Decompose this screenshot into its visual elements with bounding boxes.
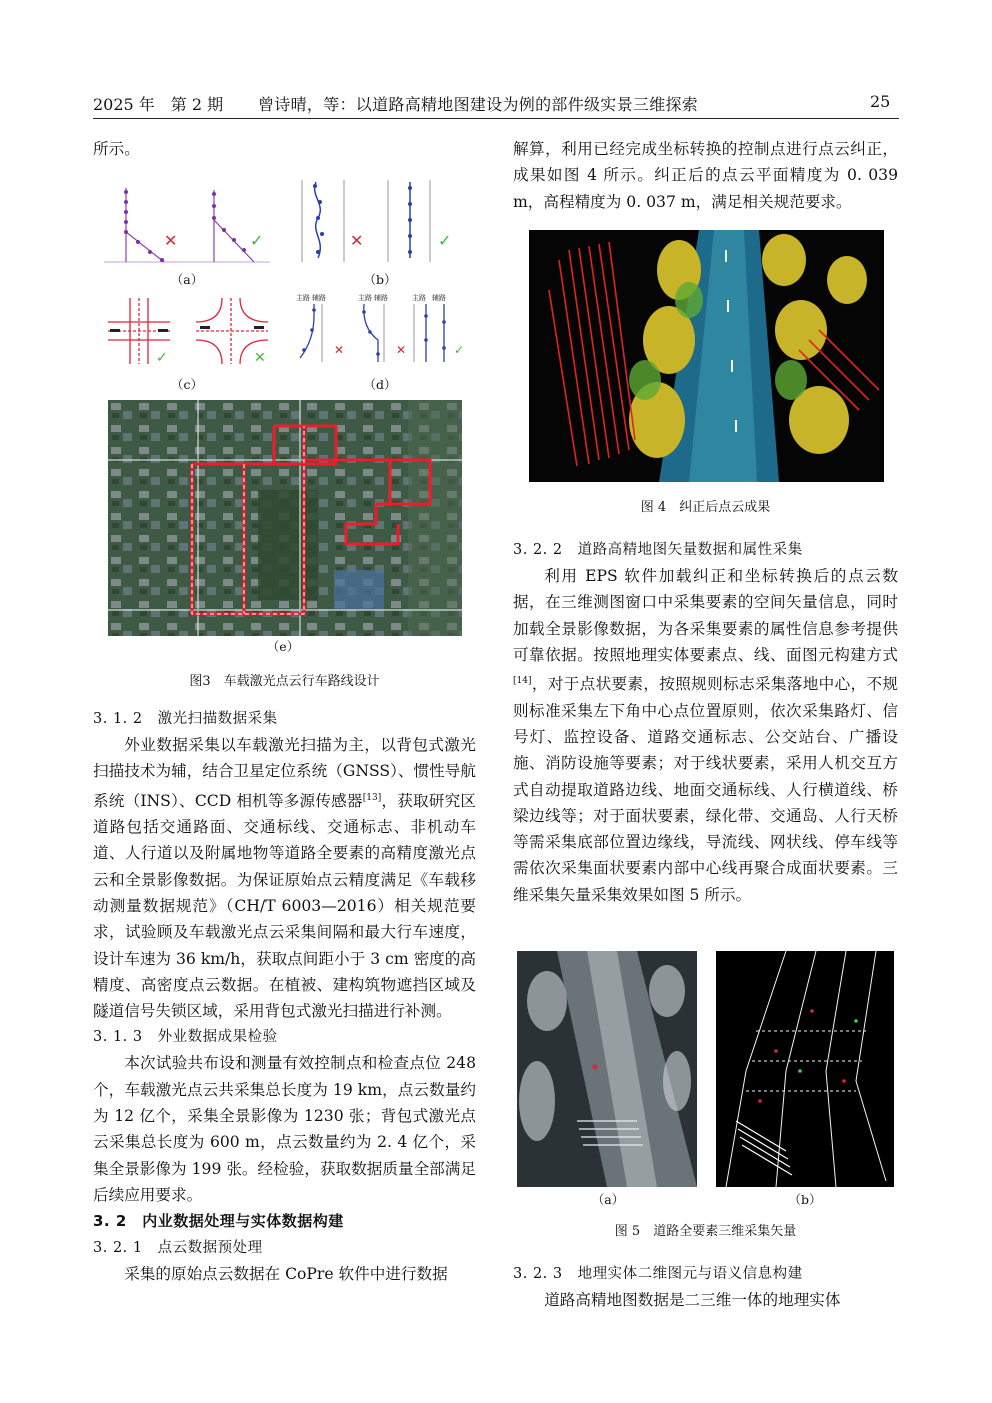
- svg-text:✕: ✕: [334, 343, 345, 357]
- fig4-caption: 图 4 纠正后点云成果: [640, 500, 771, 515]
- fig3a-label: （a）: [170, 272, 204, 287]
- fig5b-vector-map: [716, 951, 894, 1187]
- right-top-text: 解算，利用已经完成坐标转换的控制点进行点云纠正，成果如图 4 所示。纠正后的点云平面精度为 0. 039 m，高程精度为 0. 037 m，满足相关规范要求。: [513, 140, 898, 211]
- fig5a-label: （a）: [591, 1192, 625, 1207]
- svg-text:✓: ✓: [156, 350, 168, 366]
- right-body: [513, 537, 898, 908]
- section-3-1-3-heading: 3. 1. 3 外业数据成果检验: [93, 1029, 278, 1046]
- fig5b-label: （b）: [788, 1192, 822, 1207]
- svg-text:主路: 主路: [358, 294, 372, 302]
- section-3-2-1-heading: 3. 2. 1 点云数据预处理: [93, 1240, 263, 1257]
- fig3d-label-main: 主路: [296, 294, 310, 302]
- section-3-2-heading: 3. 2 内业数据处理与实体数据构建: [93, 1212, 344, 1231]
- section-3-2-2-heading: 3. 2. 2 道路高精地图矢量数据和属性采集: [513, 542, 803, 558]
- fig3c-image: [104, 296, 274, 366]
- left-first-line: 所示。: [93, 140, 140, 158]
- fig3d-image: [292, 292, 472, 364]
- svg-text:✓: ✓: [438, 231, 452, 250]
- running-title: 曾诗晴，等：以道路高精地图建设为例的部件级实景三维探索: [258, 95, 699, 114]
- svg-text:辅路: 辅路: [432, 294, 446, 302]
- fig5a-point-cloud: [517, 951, 697, 1187]
- svg-text:✓: ✓: [250, 231, 264, 250]
- header-rule: [93, 118, 899, 119]
- section-3-2-2-text: 利用 EPS 软件加载纠正和坐标转换后的点云数据，在三维测图窗口中采集要素的空间矢量信息，同时加载全景影像数据，为各采集要素的属性信息参考提供可靠依据。按照地理实体要素点、线、面图元构建方式[14]，对于点状要素，按照规则标志采集落地中心，不规则标准采集左下角中心点位置原则，依次采集路灯、信号灯、监控设备、道路交通标志、公交站台、广播设施、消防设施等要素；对于线状要素，采用人机交互方式自动提取道路边线、地面交通标线、人行横道线、桥梁边线等；对于面状要素，绿化带、交通岛、人行天桥等需采集底部位置边缘线，导流线、网状线、停车线等需依次采集面状要素内部中心线再聚合成面状要素。三维采集矢量采集效果如图 5 所示。: [513, 567, 898, 904]
- fig3b-image: [300, 178, 470, 264]
- fig3c-label: （c）: [170, 377, 203, 392]
- right-bottom: [513, 1261, 898, 1313]
- journal-issue: 2025 年 第 2 期: [93, 95, 224, 114]
- svg-text:✓: ✓: [454, 343, 465, 357]
- svg-text:主路: 主路: [412, 294, 426, 302]
- fig3-caption: 图3 车载激光点云行车路线设计: [189, 674, 380, 689]
- fig5-caption: 图 5 道路全要素三维采集矢量: [614, 1224, 797, 1239]
- fig3d-label-aux: 辅路: [312, 294, 326, 302]
- svg-text:✕: ✕: [396, 343, 407, 357]
- section-3-2-3-heading: 3. 2. 3 地理实体二维图元与语义信息构建: [513, 1266, 803, 1282]
- svg-text:✕: ✕: [254, 350, 266, 366]
- section-3-2-3-text: 道路高精地图数据是二三维一体的地理实体: [544, 1291, 841, 1309]
- left-body: [93, 706, 476, 1288]
- fig3a-image: [104, 180, 270, 266]
- svg-text:✕: ✕: [350, 231, 364, 250]
- svg-text:✕: ✕: [164, 231, 178, 250]
- fig3e-satellite-map: [108, 400, 462, 636]
- fig3e-label: （e）: [266, 639, 300, 654]
- fig4-point-cloud: [529, 230, 884, 482]
- fig3b-label: （b）: [363, 272, 397, 287]
- page-number: 25: [870, 92, 891, 111]
- section-3-1-2-heading: 3. 1. 2 激光扫描数据采集: [93, 711, 278, 727]
- section-3-2-1-text: 采集的原始点云数据在 CoPre 软件中进行数据: [124, 1265, 448, 1284]
- fig3d-label: （d）: [363, 377, 397, 392]
- svg-text:辅路: 辅路: [374, 294, 388, 302]
- section-3-1-2-text: 外业数据采集以车载激光扫描为主，以背包式激光扫描技术为辅，结合卫星定位系统（GNSS）、惯性导航系统（INS）、CCD 相机等多源传感器[13]，获取研究区道路包括交通路面、交通标线、交通标志、非机动车道、人行道以及附属地物等道路全要素的高精度激光点云和全景影像数据。为保证原始点云精度满足《车载移动测量数据规范》（CH/T 6003—2016）相关规范要求，试验顾及车载激光点云采集间隔和最大行车速度，设计车速为 36 km/h，获取点间距小于 3 cm 密度的高精度、高密度点云数据。在植被、建构筑物遮挡区域及隧道信号失锁区域，采用背包式激光扫描进行补测。: [93, 736, 476, 1021]
- section-3-1-3-text: 本次试验共布设和测量有效控制点和检查点位 248 个，车载激光点云共采集总长度为 19 km，点云数量约为 12 亿个，采集全景影像为 1230 张；背包式激光点云采集总长度为 600 m，点云数量约为 2. 4 亿个，采集全景影像为 199 张。经检验，获取数据质量全部满足后续应用要求。: [93, 1054, 476, 1204]
